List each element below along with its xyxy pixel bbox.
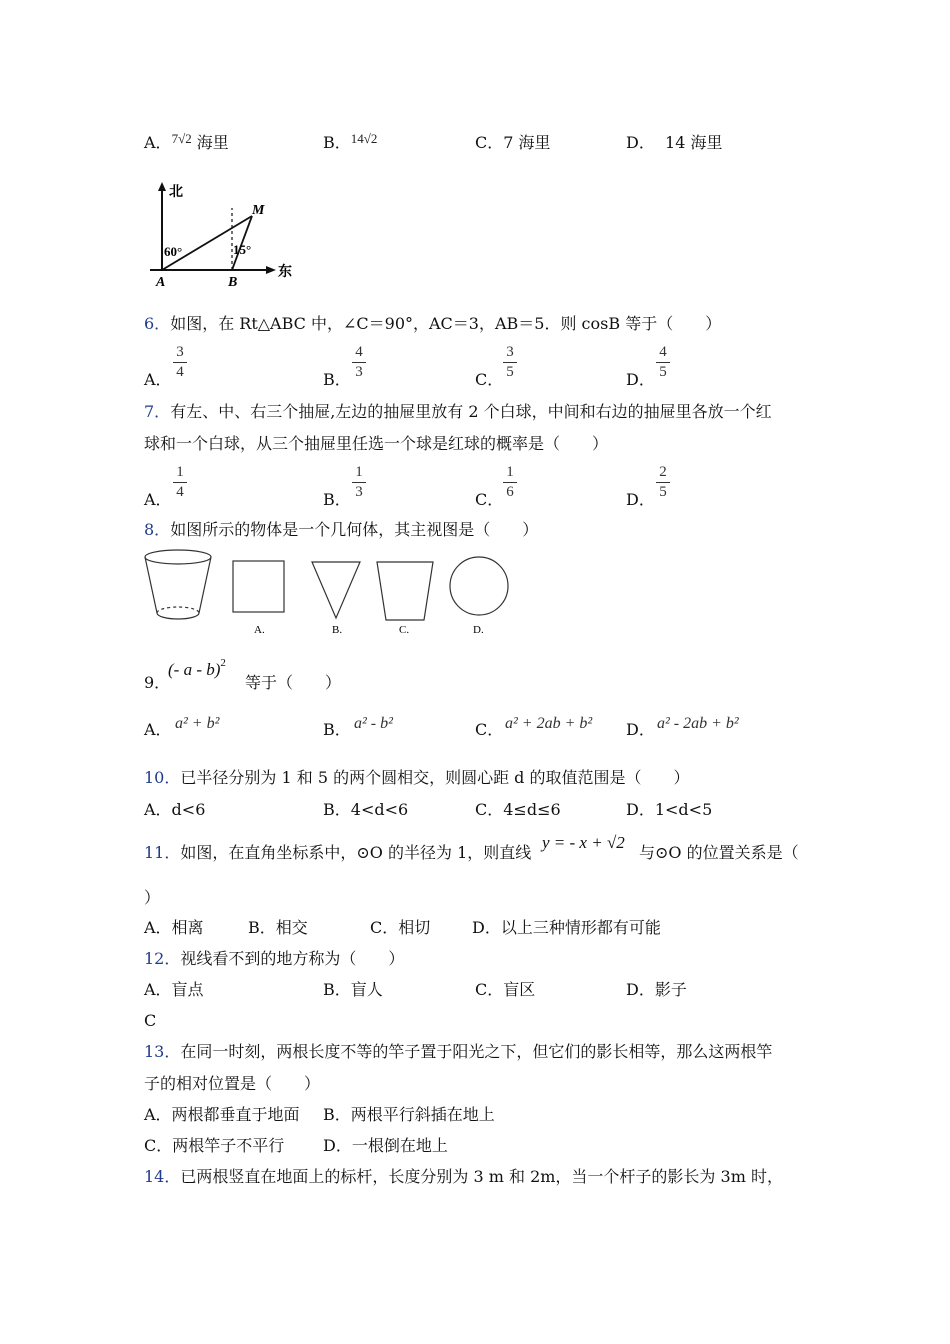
math-expr: (- a - b) [168,660,221,679]
q8-stem [144,520,538,540]
q12-option-c: C．盲区 [475,980,536,999]
question-text: 视线看不到的地方称为（ ） [180,949,405,968]
numerator: 2 [659,464,667,480]
fraction [173,344,187,381]
q13-option-c: C．两根竿子不平行 [144,1136,285,1155]
q12-answer: C [144,1011,157,1030]
denominator: 5 [659,484,667,500]
question-number: 13． [144,1042,181,1061]
option-expr: a² + b² [175,715,220,732]
option-label: C． [475,720,504,739]
option-label: A． [144,720,172,739]
point-m-label: M [252,203,265,218]
math-expr: 14√2 [350,131,378,146]
shape-b-label: B. [332,624,343,636]
numerator: 3 [176,344,184,360]
exponent: 2 [220,657,226,669]
shape-d-circle [450,557,508,615]
q7-stem-line2: 球和一个白球，从三个抽屉里任选一个球是红球的概率是（ ） [144,434,609,453]
shape-a-label: A. [254,624,265,636]
angle-60-label: 60° [164,244,183,259]
q9-expression [168,657,226,682]
q10-option-a: A．d<6 [144,800,206,819]
question-text: 如图，在 Rt△ABC 中，∠C＝90°，AC＝3，AB＝5．则 cosB 等于（ ） [170,314,722,333]
unit-text: 海里 [196,133,229,152]
question-number: 6． [144,314,171,333]
q11-stem [144,843,531,863]
question-text: 如图，在直角坐标系中，⊙O 的半径为 1，则直线 [180,843,532,862]
question-number: 7． [144,402,171,421]
q12-option-b: B．盲人 [323,980,383,999]
shape-d-label: D. [473,624,484,636]
question-text: 在同一时刻，两根长度不等的竿子置于阳光之下，但它们的影长相等，那么这两根竿 [180,1042,773,1061]
numerator: 4 [659,344,667,360]
east-arrow-icon [266,266,276,274]
q11-close-paren: ） [144,888,161,907]
q7-stem-line1 [144,402,772,422]
q10-option-b: B．4<d<6 [323,800,409,819]
question-number: 10． [144,768,181,787]
numerator: 3 [506,344,514,360]
north-arrow-icon [158,182,166,191]
numerator: 1 [506,464,514,480]
q5-direction-figure [144,178,304,293]
option-label: B． [323,370,351,389]
denominator: 3 [355,484,363,500]
q5-option-a [144,133,229,154]
point-b-label: B [228,275,238,290]
question-number: 12． [144,949,181,968]
fraction [173,464,187,501]
q5-option-d [626,133,722,153]
option-text: 14 海里 [665,133,723,152]
q10-option-d: D．1<d<5 [626,800,713,819]
numerator: 1 [176,464,184,480]
q11-option-a: A．相离 [144,918,204,937]
option-label: A． [144,490,172,509]
q14-stem [144,1167,783,1187]
q11-text-cont: 与⊙O 的位置关系是（ [639,843,799,862]
denominator: 5 [506,364,514,380]
question-text: 已半径分别为 1 和 5 的两个圆相交，则圆心距 d 的取值范围是（ ） [180,768,690,787]
q5-option-c [475,133,551,153]
q12-option-a: A．盲点 [144,980,204,999]
q11-line-equation: y = - x + √2 [542,833,625,852]
option-label: D． [626,370,655,389]
question-text: 已两根竖直在地面上的标杆，长度分别为 3 m 和 2m，当一个杆子的影长为 3m 时， [180,1167,783,1186]
fraction [656,464,670,501]
q9-text: 等于（ ） [245,673,342,692]
q13-stem-line2: 子的相对位置是（ ） [144,1074,321,1093]
option-text: 7 海里 [503,133,551,152]
east-label: 东 [278,265,292,280]
fraction [503,344,517,381]
option-label: B． [323,720,351,739]
bucket-object [145,550,211,619]
shape-c-label: C. [399,624,410,636]
option-expr: a² - 2ab + b² [657,715,739,732]
option-label: D． [626,720,655,739]
north-label: 北 [169,185,183,200]
fraction [352,464,366,501]
fraction [352,344,366,381]
option-label: D． [626,490,655,509]
option-expr: a² + 2ab + b² [505,715,593,732]
denominator: 5 [659,364,667,380]
option-label: D． [626,133,655,152]
option-label: C． [475,133,504,152]
question-number: 8． [144,520,171,539]
q10-option-c: C．4≤d≤6 [475,800,561,819]
question-text: 有左、中、右三个抽屉,左边的抽屉里放有 2 个白球，中间和右边的抽屉里各放一个红 [170,402,772,421]
option-label: B． [323,490,351,509]
point-a-label: A [156,275,166,290]
q5-option-b [323,133,377,154]
option-label: C． [475,370,504,389]
q11-option-c: C．相切 [370,918,431,937]
numerator: 4 [355,344,363,360]
fraction [503,464,517,501]
shape-a-square [233,561,284,612]
option-label: B． [323,133,351,152]
angle-15-label: 15° [233,242,252,257]
q6-stem [144,314,721,334]
denominator: 4 [176,364,184,380]
option-expr: a² - b² [354,715,393,732]
shape-c-trapezoid [377,562,433,620]
q9-number: 9． [144,673,171,692]
math-expr: 7√2 [171,131,192,146]
question-text: 如图所示的物体是一个几何体，其主视图是（ ） [170,520,539,539]
denominator: 6 [506,484,514,500]
question-number: 11． [144,843,181,862]
fraction [656,344,670,381]
q12-option-d: D．影子 [626,980,687,999]
q11-option-d: D．以上三种情形都有可能 [472,918,661,937]
q12-stem [144,949,404,969]
denominator: 3 [355,364,363,380]
numerator: 1 [355,464,363,480]
question-number: 14． [144,1167,181,1186]
q13-stem-line1 [144,1042,772,1062]
option-label: A． [144,370,172,389]
option-label: A． [144,133,172,152]
q10-stem [144,768,690,788]
denominator: 4 [176,484,184,500]
q13-option-d: D．一根倒在地上 [323,1136,448,1155]
q8-figure [140,542,520,642]
q13-option-b: B．两根平行斜插在地上 [323,1105,495,1124]
q13-option-a: A．两根都垂直于地面 [144,1105,300,1124]
option-label: C． [475,490,504,509]
q11-option-b: B．相交 [248,918,308,937]
shape-b-triangle [312,562,360,618]
